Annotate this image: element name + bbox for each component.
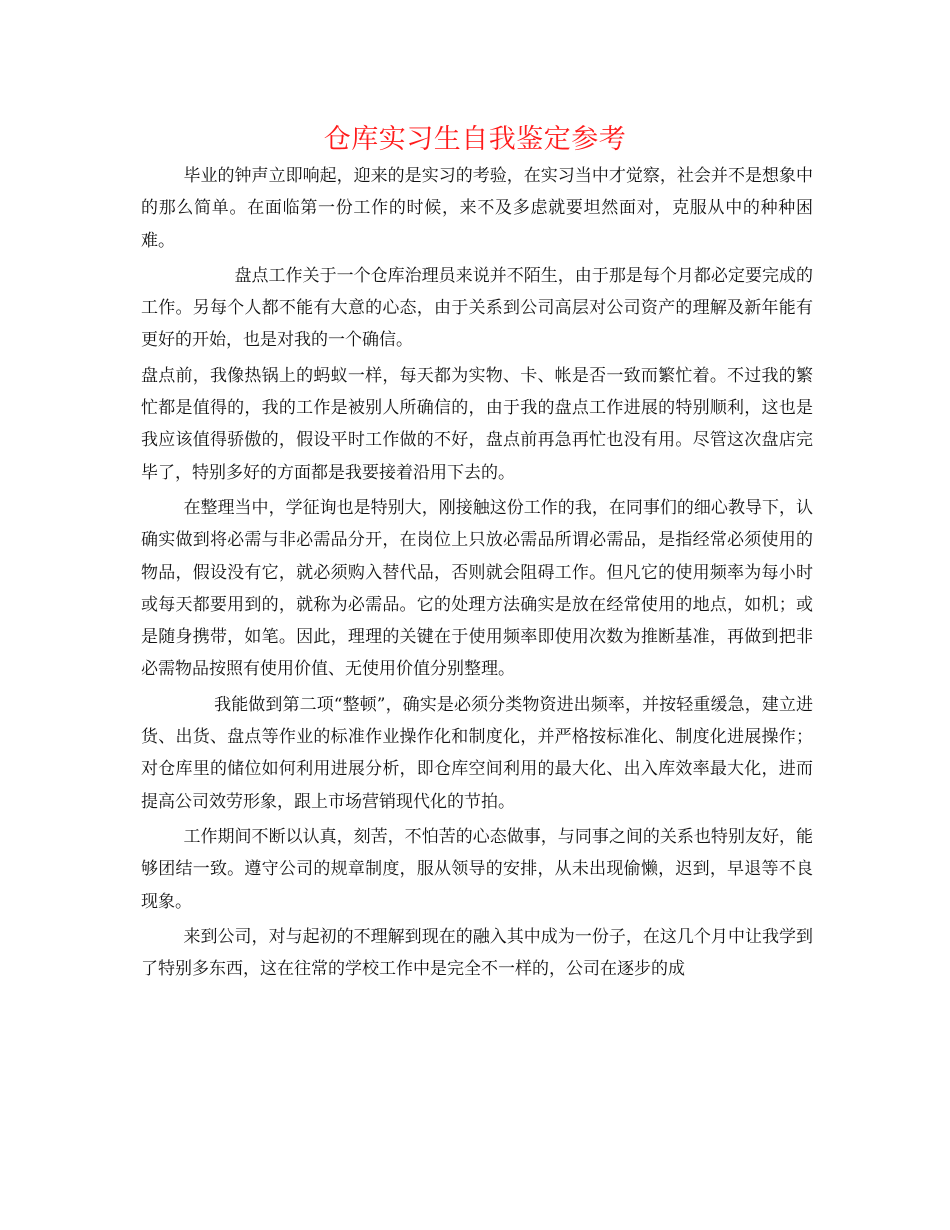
document-title: 仓库实习生自我鉴定参考 — [323, 124, 627, 155]
paragraph: 工作期间不断以认真，刻苦，不怕苦的心态做事，与同事之间的关系也特别友好，能够团结一致。遵守公司的规章制度，服从领导的安排，从未出现偷懒，迟到，早退等不良现象。 — [141, 826, 813, 912]
document-body — [141, 160, 813, 988]
paragraph: 盘点工作关于一个仓库治理员来说并不陌生，由于那是每个月都必定要完成的工作。另每个人都不能有大意的心态，由于关系到公司高层对公司资产的理解及新年能有更好的开始，也是对我的一个确信。 — [141, 265, 813, 351]
paragraph: 毕业的钟声立即响起，迎来的是实习的考验，在实习当中才觉察，社会并不是想象中的那么简单。在面临第一份工作的时候，来不及多虑就要坦然面对，克服从中的种种困难。 — [141, 166, 813, 251]
paragraph: 盘点前，我像热锅上的蚂蚁一样，每天都为实物、卡、帐是否一致而繁忙着。不过我的繁忙都是值得的，我的工作是被别人所确信的，由于我的盘点工作进展的特别顺利，这也是我应该值得骄傲的，假设平时工作做的不好，盘点前再急再忙也没有用。尽管这次盘店完毕了，特别多好的方面都是我要接着沿用下去的。 — [141, 365, 813, 483]
paragraph: 我能做到第二项“整顿”，确实是必须分类物资进出频率，并按轻重缓急，建立进货、出货、盘点等作业的标准作业操作化和制度化，并严格按标准化、制度化进展操作；对仓库里的储位如何利用进展分析，即仓库空间利用的最大化、出入库效率最大化，进而提高公司效劳形象，跟上市场营销现代化的节拍。 — [141, 694, 813, 812]
paragraph: 在整理当中，学征询也是特别大，刚接触这份工作的我，在同事们的细心教导下，认确实做到将必需与非必需品分开，在岗位上只放必需品所谓必需品，是指经常必须使用的物品，假设没有它，就必须购入替代品，否则就会阻碍工作。但凡它的使用频率为每小时或每天都要用到的，就称为必需品。它的处理方法确实是放在经常使用的地点，如机；或是随身携带，如笔。因此，理理的关键在于使用频率即使用次数为推断基准，再做到把非必需物品按照有使用价值、无使用价值分别整理。 — [141, 497, 813, 680]
paragraph: 来到公司，对与起初的不理解到现在的融入其中成为一份子，在这几个月中让我学到了特别多东西，这在往常的学校工作中是完全不一样的，公司在逐步的成 — [141, 926, 813, 980]
